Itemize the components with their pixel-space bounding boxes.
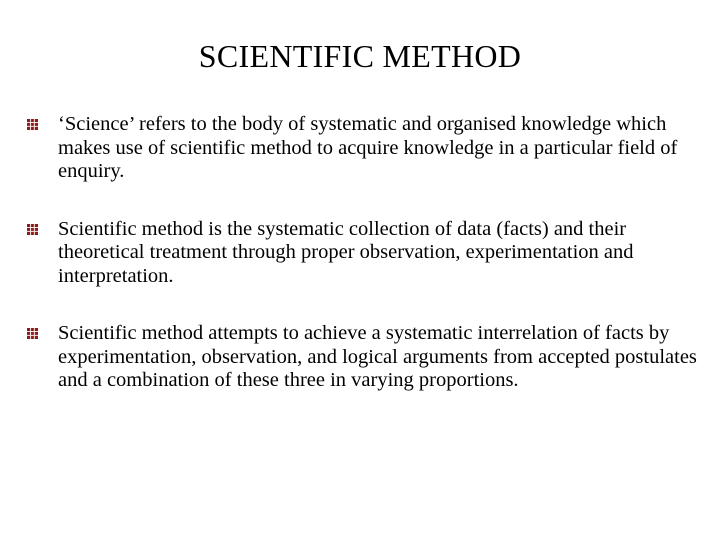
bullet-text: Scientific method is the systematic collection of data (facts) and their theoretical treatment through proper observation, experimentation and interpretation. — [58, 217, 634, 287]
bullet-text: ‘Science’ refers to the body of systematic and organised knowledge which makes use of scientific method to acquire knowledge in a particular field of enquiry. — [58, 113, 678, 182]
bullet-list — [24, 113, 700, 393]
bullet-text: Scientific method attempts to achieve a systematic interrelation of facts by experimentation, observation, and logical arguments from accepted postulates and a combination of these three in varying proportions. — [58, 322, 697, 391]
bullet-item — [24, 322, 700, 393]
bullet-item — [24, 113, 700, 184]
bullet-square-icon — [27, 328, 38, 339]
bullet-square-icon — [27, 224, 38, 235]
slide-title: SCIENTIFIC METHOD — [198, 38, 522, 74]
bullet-square-icon — [27, 119, 38, 130]
bullet-item — [24, 218, 700, 289]
